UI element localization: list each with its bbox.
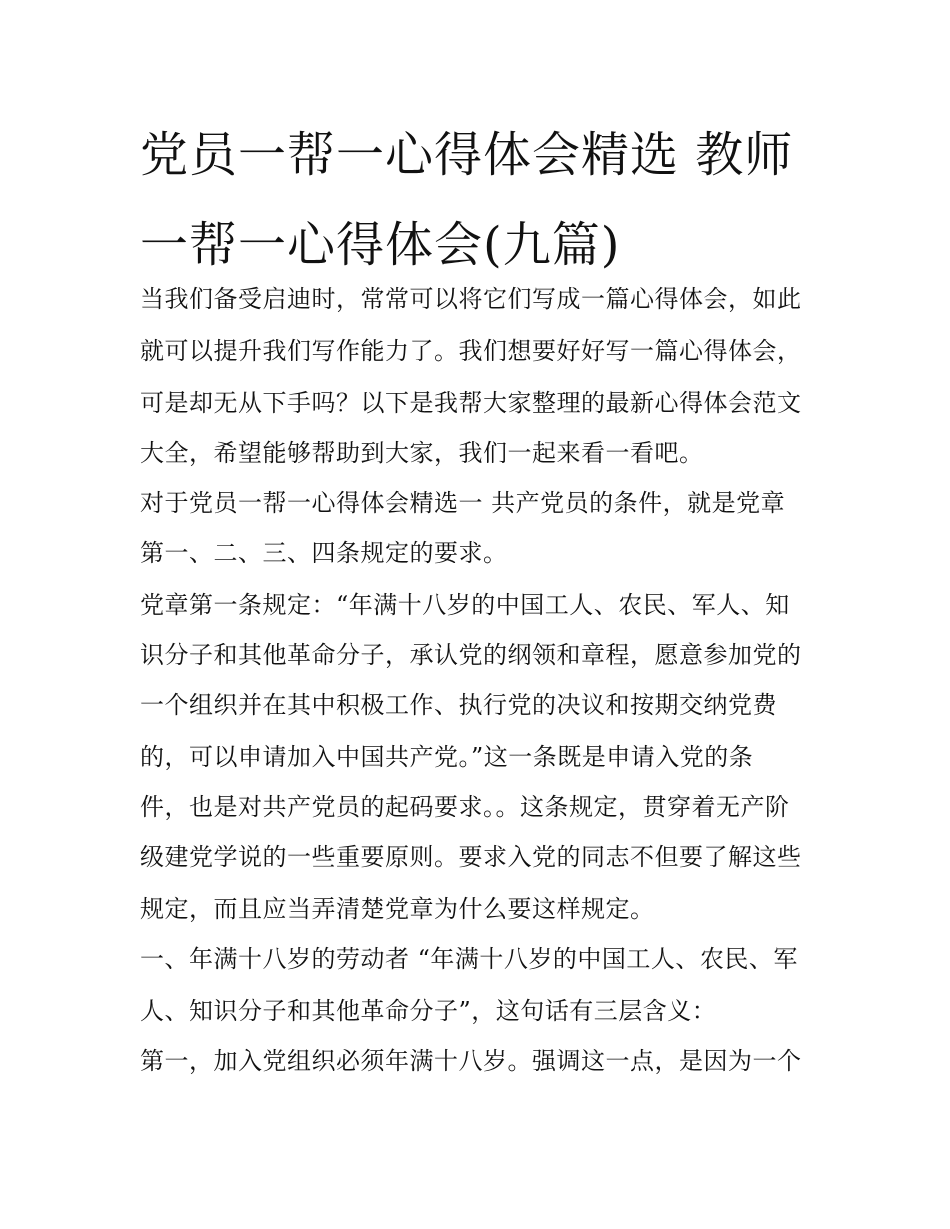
body-line: 第一，加入党组织必须年满十八岁。强调这一点，是因为一个 [140, 1047, 802, 1075]
body-line: 人、知识分子和其他革命分子”，这句话有三层含义： [140, 997, 717, 1025]
title-line-2: 一帮一心得体会(九篇) [140, 217, 621, 273]
body-line: 可是却无从下手吗？以下是我帮大家整理的最新心得体会范文 [140, 389, 802, 417]
body-line: 识分子和其他革命分子，承认党的纲领和章程，愿意参加党的 [140, 641, 802, 669]
body-line: 对于党员一帮一心得体会精选一 共产党员的条件，就是党章 [140, 489, 786, 517]
body-line: 件，也是对共产党员的起码要求。。这条规定，贯穿着无产阶 [140, 793, 790, 821]
body-line: 级建党学说的一些重要原则。要求入党的同志不但要了解这些 [140, 843, 802, 871]
body-line: 的，可以申请加入中国共产党。”这一条既是申请入党的条 [140, 743, 754, 771]
body-line: 当我们备受启迪时，常常可以将它们写成一篇心得体会，如此 [140, 285, 802, 313]
body-line: 就可以提升我们写作能力了。我们想要好好写一篇心得体会， [140, 337, 802, 365]
body-line: 大全，希望能够帮助到大家，我们一起来看一看吧。 [140, 439, 704, 467]
body-line: 一个组织并在其中积极工作、执行党的决议和按期交纳党费 [140, 691, 777, 719]
body-line: 党章第一条规定：“年满十八岁的中国工人、农民、军人、知 [140, 591, 790, 619]
document-title [140, 110, 820, 290]
body-line: 一、年满十八岁的劳动者 “年满十八岁的中国工人、农民、军 [140, 945, 798, 973]
body-line: 规定，而且应当弄清楚党章为什么要这样规定。 [140, 895, 655, 923]
body-line: 第一、二、三、四条规定的要求。 [140, 539, 508, 567]
title-line-1: 党员一帮一心得体会精选 教师 [140, 127, 794, 183]
